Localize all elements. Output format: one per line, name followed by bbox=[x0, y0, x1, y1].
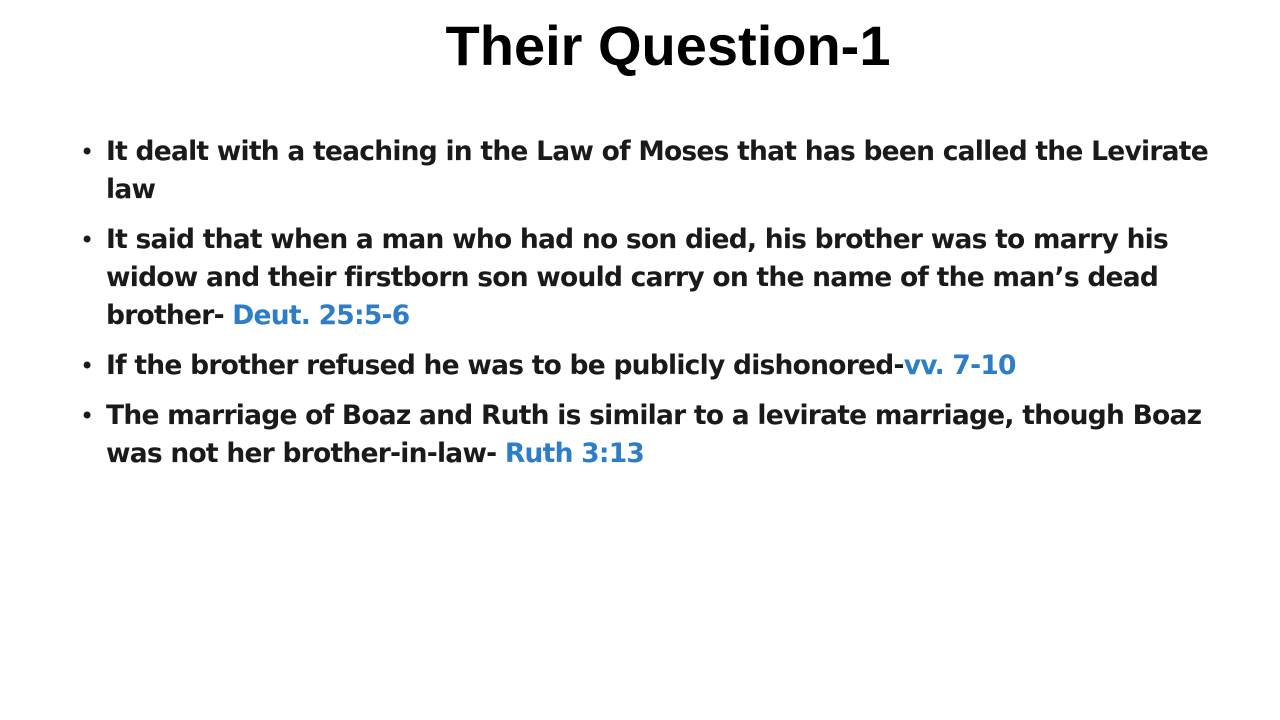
bullet-item bbox=[80, 133, 1255, 209]
scripture-reference: Ruth 3:13 bbox=[504, 438, 645, 469]
scripture-reference: Deut. 25:5-6 bbox=[232, 300, 410, 331]
bullet-dot-icon: • bbox=[80, 352, 94, 380]
slide-title: Their Question-1 bbox=[445, 14, 891, 77]
bullet-dot-icon: • bbox=[80, 138, 94, 166]
bullet-text: The marriage of Boaz and Ruth is similar to a levirate marriage, though Boaz was not her brother-in-law- bbox=[106, 400, 1202, 469]
bullet-item bbox=[80, 221, 1255, 335]
bullet-item bbox=[80, 347, 1255, 385]
bullet-text: It dealt with a teaching in the Law of Moses that has been called the Levirate law bbox=[106, 136, 1208, 205]
bullet-text: It said that when a man who had no son died, his brother was to marry his widow and their firstborn son would carry on the name of the man’s dead brother- bbox=[106, 224, 1169, 331]
bullet-dot-icon: • bbox=[80, 226, 94, 254]
scripture-reference: vv. 7-10 bbox=[903, 350, 1016, 381]
bullet-item bbox=[80, 397, 1255, 473]
bullet-list bbox=[80, 133, 1255, 485]
bullet-dot-icon: • bbox=[80, 402, 94, 430]
bullet-text: If the brother refused he was to be publicly dishonored- bbox=[106, 350, 904, 381]
